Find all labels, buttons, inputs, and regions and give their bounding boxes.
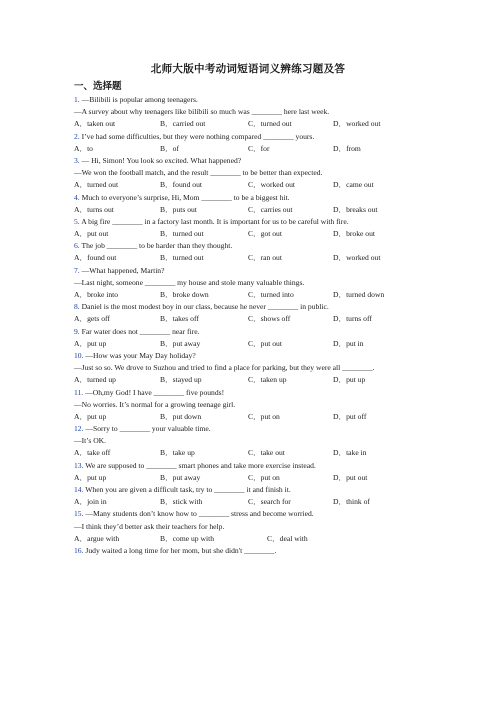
option-b[interactable]: B．put away — [160, 472, 201, 482]
option-a[interactable]: A．join in — [74, 497, 107, 507]
question-number: 8. — [74, 302, 80, 312]
option-d[interactable]: D．put up — [333, 375, 366, 385]
answer-options — [74, 179, 496, 191]
question-number: 10. — [74, 350, 84, 360]
question-number: 16. — [74, 545, 84, 555]
question-number: 11. — [74, 387, 84, 397]
question-10 — [74, 350, 496, 362]
question-4 — [74, 192, 496, 204]
option-a[interactable]: A．put up — [74, 411, 107, 421]
question-text: Far water does not ________ near fire. — [81, 326, 200, 336]
question-text: Daniel is the most modest boy in our class, because he never ________ in public. — [81, 302, 329, 312]
question-text: — Hi, Simon! You look so excited. What happened? — [81, 155, 242, 165]
document-title: 北师大版中考动词短语词义辨练习题及答 — [150, 64, 346, 75]
option-a[interactable]: A．put up — [74, 472, 107, 482]
option-b[interactable]: B．takes off — [160, 314, 199, 324]
option-d[interactable]: D．take in — [333, 448, 367, 458]
question-text: I’ve had some difficulties, but they were nothing compared ________ yours. — [81, 131, 315, 141]
option-b[interactable]: B．stayed up — [160, 375, 202, 385]
option-b[interactable]: B．take up — [160, 448, 195, 458]
question-number: 1. — [74, 95, 80, 104]
question-number: 6. — [74, 241, 80, 251]
answer-options — [74, 411, 496, 423]
option-d[interactable]: D．turns off — [333, 314, 372, 324]
option-c[interactable]: C．turned out — [248, 119, 292, 129]
question-list — [74, 94, 496, 557]
option-b[interactable]: B．of — [160, 143, 179, 153]
answer-options — [74, 143, 496, 155]
option-c[interactable]: C．turned into — [248, 290, 294, 299]
question-dialogue-line: —No worries. It’s normal for a growing teenage girl. — [74, 399, 236, 409]
answer-options — [74, 374, 496, 386]
question-3 — [74, 155, 496, 167]
question-9 — [74, 326, 496, 338]
option-c[interactable]: C．got out — [248, 229, 282, 239]
answer-options — [74, 204, 496, 216]
question-text: —Bilibili is popular among teenagers. — [81, 95, 198, 104]
question-1 — [74, 94, 496, 106]
question-number: 14. — [74, 485, 84, 494]
option-a[interactable]: A．taken out — [74, 119, 116, 129]
option-d[interactable]: D．worked out — [333, 253, 381, 263]
option-c[interactable]: C．shows off — [248, 314, 291, 324]
question-11 — [74, 387, 496, 399]
option-a[interactable]: A．turned out — [74, 180, 119, 190]
option-c[interactable]: C．for — [248, 143, 270, 153]
question-text: Much to everyone’s surprise, Hi, Mom ________ to be a biggest hit. — [81, 192, 290, 202]
option-a[interactable]: A．to — [74, 143, 93, 153]
option-c[interactable]: C．worked out — [248, 180, 296, 190]
question-text: The job ________ to be harder than they thought. — [81, 241, 233, 251]
option-d[interactable]: D．put off — [333, 411, 367, 421]
question-number: 3. — [74, 155, 80, 165]
question-dialogue-line: —A survey about why teenagers like bilibili so much was ________ here last week. — [74, 107, 330, 117]
question-text: —How was your May Day holiday? — [85, 350, 196, 360]
option-d[interactable]: D．worked out — [333, 119, 381, 129]
answer-options — [74, 533, 496, 545]
question-text: —Oh,my God! I have ________ five pounds! — [85, 387, 225, 397]
question-number: 4. — [74, 192, 80, 202]
answer-options — [74, 338, 496, 350]
option-b[interactable]: B．stick with — [160, 497, 203, 507]
question-number: 12. — [74, 424, 84, 434]
option-c[interactable]: C．deal with — [267, 533, 308, 543]
option-d[interactable]: D．think of — [333, 497, 370, 507]
option-b[interactable]: B．turned out — [160, 229, 204, 239]
option-d[interactable]: D．put in — [333, 338, 364, 348]
option-a[interactable]: A．argue with — [74, 533, 120, 543]
question-text: We are supposed to ________ smart phones and take more exercise instead. — [85, 460, 316, 470]
question-7 — [74, 265, 496, 277]
section-heading: 一、选择题 — [74, 82, 122, 92]
answer-options — [74, 447, 496, 459]
question-number: 15. — [74, 509, 84, 519]
option-b[interactable]: B．puts out — [160, 204, 197, 214]
answer-options — [74, 496, 496, 508]
option-b[interactable]: B．broke down — [160, 290, 209, 299]
question-number: 13. — [74, 460, 84, 470]
question-12 — [74, 423, 496, 435]
answer-options — [74, 472, 496, 484]
option-a[interactable]: A．put out — [74, 229, 109, 239]
option-b[interactable]: B．put away — [160, 338, 201, 348]
question-8 — [74, 301, 496, 313]
question-5 — [74, 216, 496, 228]
question-dialogue-line: —It’s OK. — [74, 436, 107, 446]
option-d[interactable]: D．came out — [333, 180, 374, 190]
question-6 — [74, 240, 496, 252]
question-number: 2. — [74, 131, 80, 141]
question-text: —Sorry to ________ your valuable time. — [85, 424, 211, 434]
option-d[interactable]: D．put out — [333, 472, 368, 482]
option-c[interactable]: C．taken up — [248, 375, 287, 385]
option-a[interactable]: A．turned up — [74, 375, 116, 385]
option-c[interactable]: C．carries out — [248, 204, 293, 214]
question-text: A big fire ________ in a factory last month. It is important for us to be careful with fire. — [81, 216, 349, 226]
option-b[interactable]: B．come up with — [160, 533, 214, 543]
option-c[interactable]: C．put on — [248, 411, 280, 421]
question-2 — [74, 131, 496, 143]
question-dialogue-line: —Just so so. We drove to Suzhou and tried to find a place for parking, but they were all ________. — [74, 363, 375, 373]
answer-options — [74, 118, 496, 130]
question-dialogue-line: —We won the football match, and the result ________ to be better than expected. — [74, 168, 323, 178]
option-a[interactable]: A．gets off — [74, 314, 110, 324]
question-14 — [74, 484, 496, 496]
question-dialogue-line: —I think they’d better ask their teachers for help. — [74, 521, 225, 531]
option-d[interactable]: D．turned down — [333, 290, 385, 299]
option-c[interactable]: C．search for — [248, 497, 291, 507]
option-b[interactable]: B．carried out — [160, 119, 206, 129]
option-a[interactable]: A．turns out — [74, 204, 114, 214]
question-text: —What happened, Martin? — [81, 265, 165, 275]
option-c[interactable]: C．put on — [248, 472, 280, 482]
question-13 — [74, 460, 496, 472]
option-b[interactable]: B．turned out — [160, 253, 204, 263]
option-d[interactable]: D．broke out — [333, 229, 375, 239]
question-16 — [74, 545, 496, 557]
option-c[interactable]: C．take out — [248, 448, 285, 458]
question-number: 9. — [74, 326, 80, 336]
question-text: —Many students don’t know how to ________ stress and become worried. — [85, 509, 314, 519]
option-b[interactable]: B．found out — [160, 180, 202, 190]
question-dialogue-line: —Last night, someone ________ my house and stole many valuable things. — [74, 277, 305, 287]
option-d[interactable]: D．from — [333, 143, 361, 153]
option-a[interactable]: A．put up — [74, 338, 107, 348]
answer-options — [74, 228, 496, 240]
question-text: When you are given a difficult task, try to ________ it and finish it. — [85, 485, 291, 494]
option-a[interactable]: A．found out — [74, 253, 117, 263]
answer-options — [74, 289, 496, 301]
option-b[interactable]: B．put down — [160, 411, 202, 421]
question-text: Judy waited a long time for her mom, but she didn't ________. — [85, 545, 277, 555]
answer-options — [74, 252, 496, 264]
option-d[interactable]: D．breaks out — [333, 204, 378, 214]
question-number: 5. — [74, 216, 80, 226]
option-c[interactable]: C．put out — [248, 338, 282, 348]
option-a[interactable]: A．broke into — [74, 290, 119, 299]
option-a[interactable]: A．take off — [74, 448, 111, 458]
question-number: 7. — [74, 265, 80, 275]
question-15 — [74, 508, 496, 520]
answer-options — [74, 313, 496, 325]
option-c[interactable]: C．ran out — [248, 253, 282, 263]
